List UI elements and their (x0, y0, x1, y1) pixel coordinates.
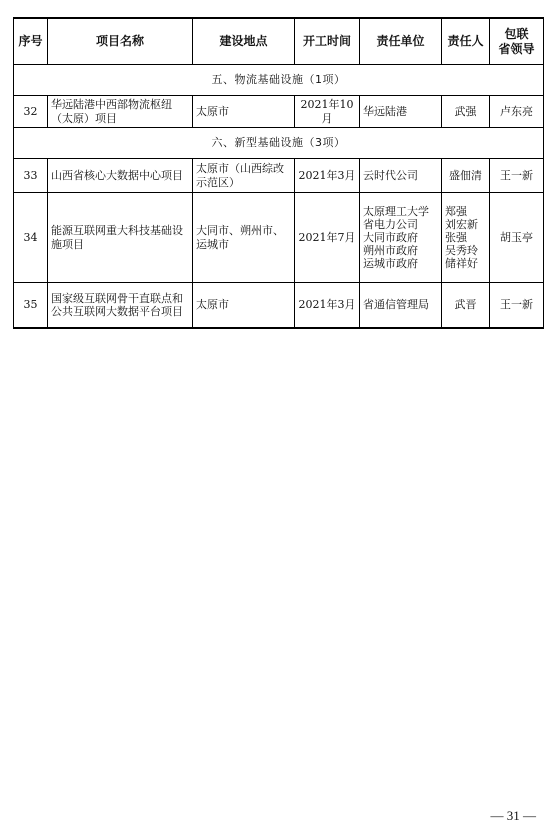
row-responsible-unit: 省通信管理局 (360, 283, 442, 328)
row-location: 大同市、朔州市、运城市 (193, 193, 295, 283)
row-start-time: 2021年3月 (295, 283, 360, 328)
row-provincial-leader: 卢东亮 (490, 96, 544, 128)
row-no: 35 (14, 283, 48, 328)
table-row (14, 283, 544, 328)
section-row (14, 65, 544, 96)
table-row (14, 159, 544, 193)
row-project-name: 山西省核心大数据中心项目 (48, 159, 193, 193)
header-location: 建设地点 (193, 18, 295, 65)
row-start-time: 2021年7月 (295, 193, 360, 283)
page-number: — 31 — (490, 808, 536, 823)
row-no: 32 (14, 96, 48, 128)
row-no: 33 (14, 159, 48, 193)
row-responsible-person: 盛佃清 (442, 159, 490, 193)
row-provincial-leader: 王一新 (490, 159, 544, 193)
row-provincial-leader: 王一新 (490, 283, 544, 328)
section-title: 五、物流基础设施（1项） (14, 65, 544, 96)
row-responsible-unit: 云时代公司 (360, 159, 442, 193)
row-provincial-leader: 胡玉亭 (490, 193, 544, 283)
row-location: 太原市（山西综改示范区） (193, 159, 295, 193)
table-row (14, 96, 544, 128)
row-project-name: 国家级互联网骨干直联点和公共互联网大数据平台项目 (48, 283, 193, 328)
row-responsible-unit: 太原理工大学 省电力公司 大同市政府 朔州市政府 运城市政府 (360, 193, 442, 283)
row-responsible-person: 郑强 刘宏新 张强 吴秀玲 储祥好 (442, 193, 490, 283)
row-responsible-person: 武强 (442, 96, 490, 128)
section-row (14, 128, 544, 159)
row-location: 太原市 (193, 96, 295, 128)
table-row (14, 193, 544, 283)
section-title: 六、新型基础设施（3项） (14, 128, 544, 159)
header-responsible-person: 责任人 (442, 18, 490, 65)
row-responsible-person: 武晋 (442, 283, 490, 328)
header-responsible-unit: 责任单位 (360, 18, 442, 65)
row-start-time: 2021年3月 (295, 159, 360, 193)
row-location: 太原市 (193, 283, 295, 328)
row-project-name: 华远陆港中西部物流枢纽（太原）项目 (48, 96, 193, 128)
header-project-name: 项目名称 (48, 18, 193, 65)
header-row (14, 18, 544, 65)
row-start-time: 2021年10月 (295, 96, 360, 128)
header-no: 序号 (14, 18, 48, 65)
row-responsible-unit: 华远陆港 (360, 96, 442, 128)
row-no: 34 (14, 193, 48, 283)
row-project-name: 能源互联网重大科技基础设施项目 (48, 193, 193, 283)
project-table (13, 17, 544, 329)
header-start-time: 开工时间 (295, 18, 360, 65)
header-provincial-leader: 包联 省领导 (490, 18, 544, 65)
